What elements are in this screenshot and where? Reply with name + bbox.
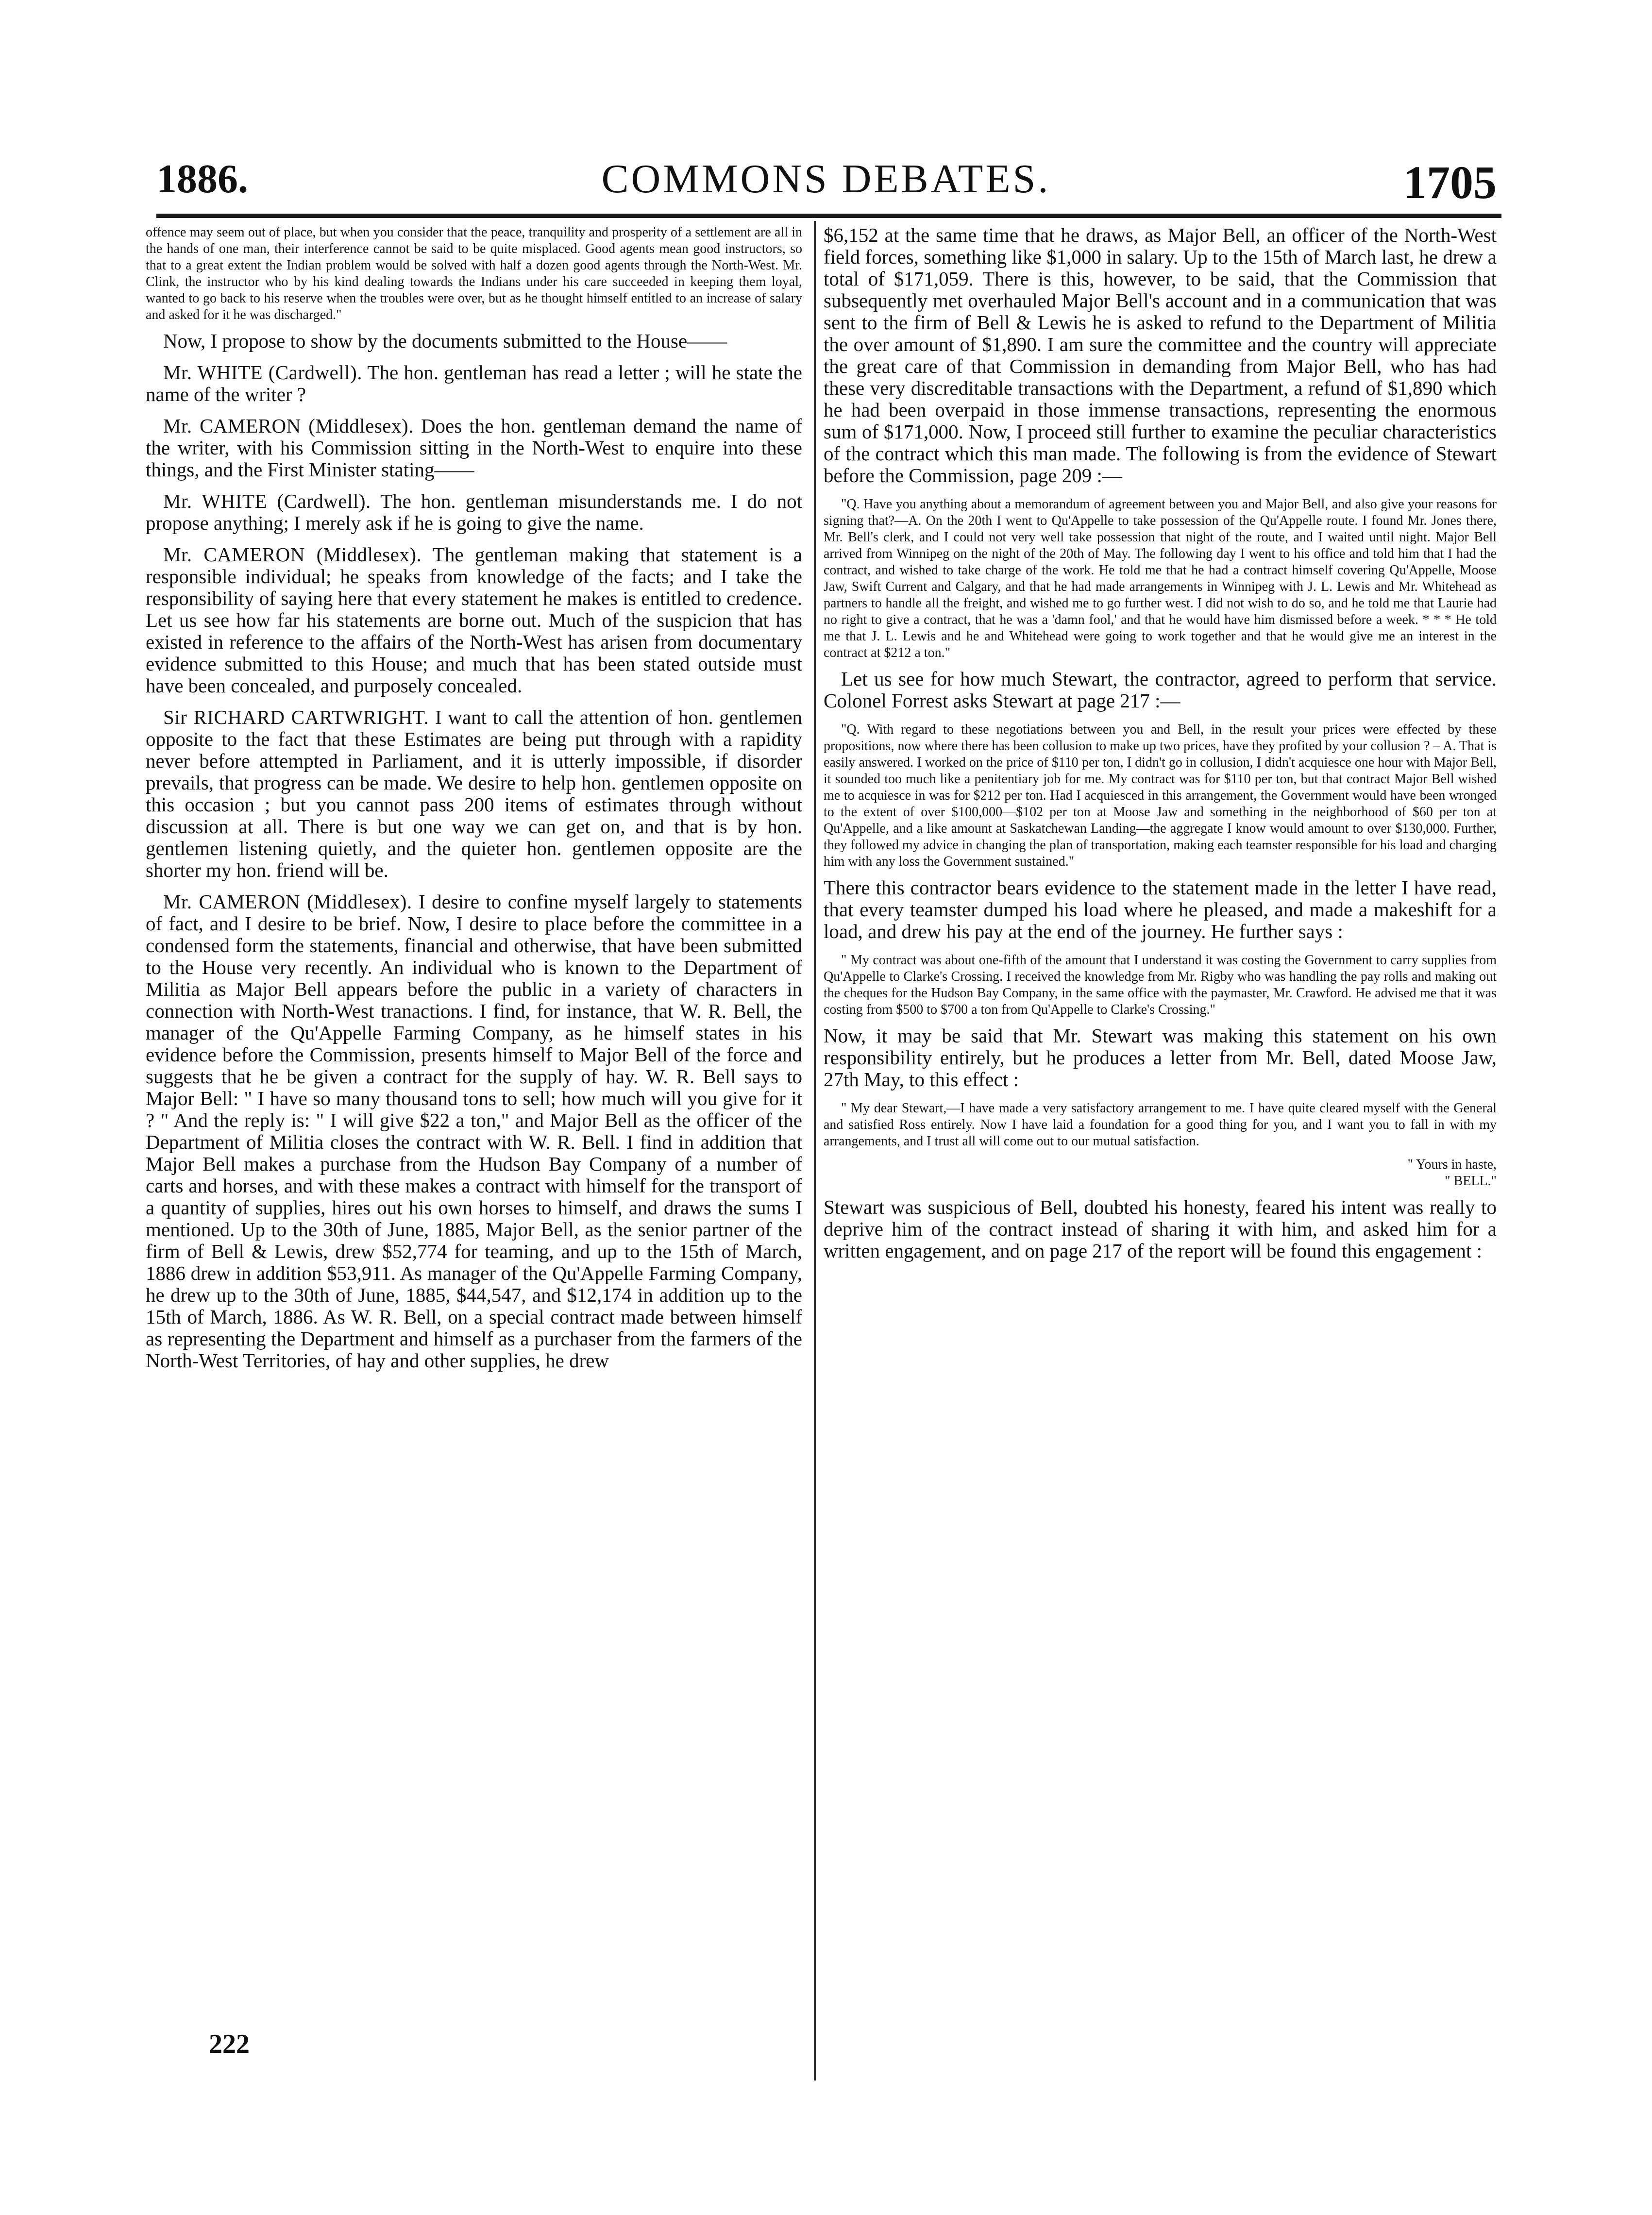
speech-text: The hon. gentleman misunderstands me. I do not propose anything; I merely ask if he is going to give the name. <box>146 490 803 534</box>
header-title: COMMONS DEBATES. <box>601 156 1051 201</box>
letter-salutation: " My dear Stewart, <box>841 1101 947 1116</box>
letter-signature: " BELL." <box>1445 1174 1497 1189</box>
printer-signature-number: 222 <box>209 2029 250 2059</box>
speaker-name: Mr. CAMERON (Middlesex). <box>163 415 414 437</box>
speech <box>146 415 802 481</box>
letter-body <box>824 1100 1497 1150</box>
paragraph: There this contractor bears evidence to the statement made in the letter I have read, that every teamster dumped his load where he pleased, and made a makeshift for a load, and drew his pay at the end of the journey. He further says : <box>824 876 1497 942</box>
header-year: 1886. <box>156 156 248 201</box>
speaker-name: Mr. CAMERON (Middlesex). <box>163 890 412 913</box>
speech-text: The gentleman making that statement is a responsible individual; he speaks from knowledge of the facts; and I take the responsibility of saying here that every statement he makes is entitled to credence. Let us see how far his statements are borne out. Much of the suspicion that has existed in reference to the affairs of the North-West has arisen from documentary evidence submitted to this House; and much that has been stated outside must have been concealed, and purposely concealed. <box>146 543 802 697</box>
right-column <box>824 224 1497 1272</box>
paragraph: Now, it may be said that Mr. Stewart was making this statement on his own responsibility entirely, but he produces a letter from Mr. Bell, dated Moose Jaw, 27th May, to this effect : <box>824 1024 1497 1091</box>
quoted-letter-excerpt: offence may seem out of place, but when you consider that the peace, tranquility and prosperity of a settlement are all in the hands of one man, their interference cannot be said to be quite misplaced. Good agents mean good instructors, so that to a great extent the Indian problem would be solved with half a dozen good agents through the North-West. Mr. Clink, the instructor who by his kind dealing towards the Indians under his care succeeded in keeping them loyal, wanted to go back to his reserve when the troubles were over, but as he thought himself entitled to an increase of salary and asked for it he was discharged." <box>146 225 802 322</box>
evidence-quote: " My contract was about one-fifth of the amount that I understand it was costing the Government to carry supplies from Qu'Appelle to Clarke's Crossing. I received the knowledge from Mr. Rigby who was handling the pay rolls and making out the cheques for the Hudson Bay Company, in the same office with the paymaster, Mr. Crawford. He advised me that it was costing from $500 to $700 a ton from Qu'Appelle to Clarke's Crossing." <box>824 953 1497 1017</box>
letter-text: —I have made a very satisfactory arrangement to me. I have quite cleared myself with the General and satisfied Ross entirely. Now I have laid a foundation for a good thing for you, and I want you to fall in with my arrangements, and I trust all will come out to our mutual satisfaction. <box>824 1101 1497 1149</box>
speech-text: The hon. gentleman has read a letter ; will he state the name of the writer ? <box>146 361 802 405</box>
speech <box>146 544 802 697</box>
evidence-quote: "Q. With regard to these negotiations between you and Bell, in the result your prices were effected by these propositions, now where there has been collusion to make up two prices, have they profited by your collusion ? – A. That is easily answered. I worked on the price of $110 per ton, I didn't go in collusion, I didn't acquiesce one hour with Major Bell, it sounded too much like a penitentiary job for me. My contract was for $110 per ton, but that contract Major Bell wished me to acquiesce in was for $212 per ton. Had I acquiesced in this arrangement, the Government would have been wronged to the extent of over $100,000—$102 per ton at Moose Jaw and something in the neighborhood of $60 per ton at Qu'Appelle, and a like amount at Saskatchewan Landing—the aggregate I know would amount to over $130,000. Further, they followed my advice in changing the plan of transportation, making each teamster responsible for his load and charging him with any loss the Government sustained." <box>824 722 1497 869</box>
speaker-name: Sir RICHARD CARTWRIGHT. <box>163 706 429 728</box>
speech <box>146 362 802 405</box>
left-column <box>146 224 802 1381</box>
column-divider <box>814 221 816 2081</box>
paragraph: Now, I propose to show by the documents submitted to the House—— <box>163 330 727 352</box>
speech <box>146 706 802 881</box>
header-rule <box>156 214 1501 218</box>
speech-text: I want to call the attention of hon. gentlemen opposite to the fact that these Estimates are being put through with a rapidity never before attempted in Parliament, and it is utterly impossible, if disorder prevails, that progress can be made. We desire to help hon. gentlemen opposite on this occasion ; but you cannot pass 200 items of estimates through without discussion at all. There is but one way we can get on, and that is by hon. gentlemen listening quietly, and the quieter hon. gentlemen opposite are the shorter my hon. friend will be. <box>146 706 803 881</box>
speech <box>146 891 802 1372</box>
paragraph: Let us see for how much Stewart, the contractor, agreed to perform that service. Colonel Forrest asks Stewart at page 217 :— <box>824 668 1497 712</box>
letter-close: " Yours in haste, <box>1407 1157 1497 1172</box>
evidence-quote: "Q. Have you anything about a memorandum of agreement between you and Major Bell, and also give your reasons for signing that?—A. On the 20th I went to Qu'Appelle to take possession of the Qu'Appelle route. I found Mr. Jones there, Mr. Bell's clerk, and I could not very well take possession that night of the route, and I waited until night. Major Bell arrived from Winnipeg on the night of the 20th of May. The following day I went to his office and told him that I had the contract, and wished to take charge of the work. He told me that he had a contract himself covering Qu'Appelle, Moose Jaw, Swift Current and Calgary, and that he had made arrangements in Winnipeg with J. L. Lewis and Mr. Whitehead as partners to handle all the freight, and wished me to go further west. I did not wish to do so, and he told me that Laurie had no right to give a contract, that he was a 'damn fool,' and that he would have him dismissed before a week. * * * He told me that J. L. Lewis and he and Whitehead were going to work together and that he would give me an interest in the contract at $212 a ton." <box>824 497 1497 660</box>
paragraph: Stewart was suspicious of Bell, doubted his honesty, feared his intent was really to deprive him of the contract instead of sharing it with him, and asked him for a written engagement, and on page 217 of the report will be found this engagement : <box>824 1196 1497 1262</box>
speaker-name: Mr. CAMERON (Middlesex). <box>163 543 422 566</box>
speaker-name: Mr. WHITE (Cardwell). <box>163 490 371 512</box>
speech <box>146 490 802 534</box>
header-page-number: 1705 <box>1403 156 1497 208</box>
speech-text: Does the hon. gentleman demand the name of the writer, with his Commission sitting in the North-West to enquire into these things, and the First Minister stating—— <box>146 415 803 481</box>
speaker-name: Mr. WHITE (Cardwell). <box>163 361 363 384</box>
paragraph: $6,152 at the same time that he draws, as Major Bell, an officer of the North-West field forces, something like $1,000 in salary. Up to the 15th of March last, he drew a total of $171,059. There is this, however, to be said, that the Commission that subsequently met overhauled Major Bell's account and in a communication that was sent to the firm of Bell & Lewis he is asked to refund to the Department of Militia the over amount of $1,890. I am sure the committee and the country will appreciate the great care of that Commission in demanding from Major Bell, who has had these very discreditable transactions with the Department, a refund of $1,890 which he had been overpaid in those immense transactions, representing the enormous sum of $171,000. Now, I proceed still further to examine the peculiar characteristics of the contract which this man made. The following is from the evidence of Stewart before the Commission, page 209 :— <box>824 224 1497 487</box>
speech-text: I desire to confine myself largely to statements of fact, and I desire to be brief. Now, I desire to place before the committee in a condensed form the statements, financial and otherwise, that have been submitted to the House very recently. An individual who is known to the Department of Militia as Major Bell appears before the public in a variety of characters in connection with North-West tranactions. I find, for instance, that W. R. Bell, the manager of the Qu'Appelle Farming Company, as he himself states in his evidence before the Commission, presents himself to Major Bell of the force and suggests that he be given a contract for the supply of hay. W. R. Bell says to Major Bell: " I have so many thousand tons to sell; how much will you give for it ? " And the reply is: " I will give $22 a ton," and Major Bell as the officer of the Department of Militia closes the contract with W. R. Bell. I find in addition that Major Bell makes a purchase from the Hudson Bay Company of a number of carts and horses, and with these makes a contract with himself for the transport of a quantity of supplies, hires out his own horses to himself, and draws the sums I mentioned. Up to the 30th of June, 1885, Major Bell, as the senior partner of the firm of Bell & Lewis, drew $52,774 for teaming, and up to the 15th of March, 1886 drew in addition $53,911. As manager of the Qu'Appelle Farming Company, he drew up to the 30th of June, 1885, $44,547, and $12,174 in addition up to the 15th of March, 1886. As W. R. Bell, on a special contract made between himself as representing the Department and himself as a purchaser from the farmers of the North-West Territories, of hay and other supplies, he drew <box>146 890 802 1372</box>
